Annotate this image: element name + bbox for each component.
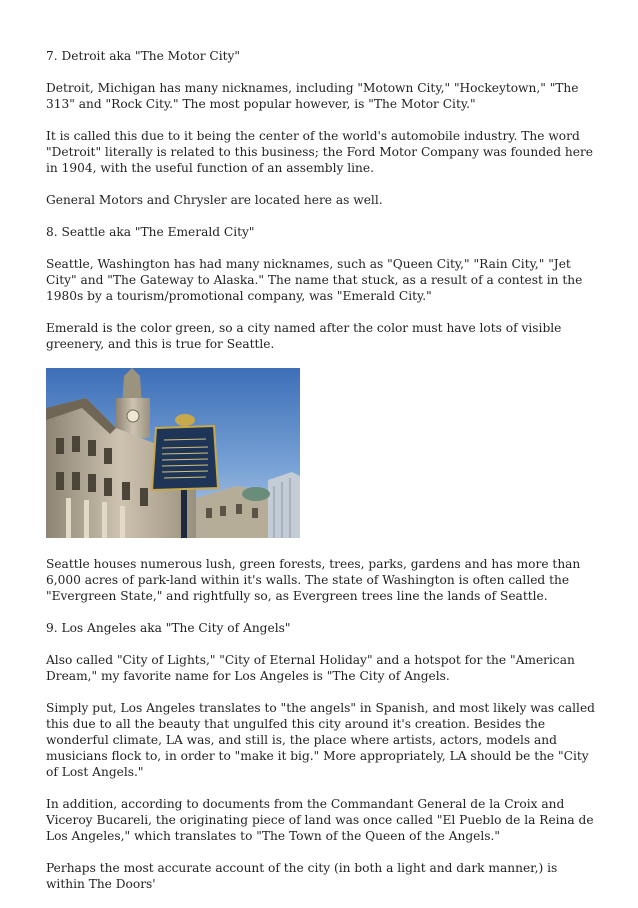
paragraph: In addition, according to documents from the Commandant General de la Croix and Viceroy Bucareli, the originating piece of land was once called "El Pueblo de la Reina de Los Angeles," which translates to "The Town of the Queen of the Angels." (46, 797, 594, 843)
paragraph: General Motors and Chrysler are located here as well. (46, 193, 383, 207)
paragraph: Seattle, Washington has had many nicknames, such as "Queen City," "Rain City," "Jet City" and "The Gateway to Alaska." The name that stuck, as a result of a contest in the 1980s by a tourism/promotional company, was "Emerald City." (46, 257, 583, 303)
paragraph: Perhaps the most accurate account of the city (in both a light and dark manner,) is within The Doors' (46, 861, 558, 891)
paragraph: Also called "City of Lights," "City of Eternal Holiday" and a hotspot for the "American Dream," my favorite name for Los Angeles is "The City of Angels. (46, 653, 575, 683)
section-heading-detroit: 7. Detroit aka "The Motor City" (46, 49, 241, 63)
section-heading-los-angeles: 9. Los Angeles aka "The City of Angels" (46, 621, 291, 635)
paragraph: It is called this due to it being the center of the world's automobile industry. The word "Detroit" literally is related to this business; the Ford Motor Company was founded here in 1904, with the useful function of an assembly line. (46, 129, 594, 175)
paragraph: Emerald is the color green, so a city named after the color must have lots of visible greenery, and this is true for Seattle. (46, 321, 562, 351)
paragraph: Detroit, Michigan has many nicknames, including "Motown City," "Hockeytown," "The 313" and "Rock City." The most popular however, is "The Motor City." (46, 81, 579, 111)
paragraph: Seattle houses numerous lush, green forests, trees, parks, gardens and has more than 6,000 acres of park-land within it's walls. The state of Washington is often called the "Evergreen State," and rightfully so, as Evergreen trees line the lands of Seattle. (46, 557, 581, 603)
city-hall-photo (46, 368, 300, 538)
paragraph: Simply put, Los Angeles translates to "the angels" in Spanish, and most likely was called this due to all the beauty that ungulfed this city around it's creation. Besides the wonderful climate, LA was, and still is, the place where artists, actors, models and musicians flock to, in order to "make it big." More appropriately, LA should be the "City of Lost Angels." (46, 701, 595, 779)
section-heading-seattle: 8. Seattle aka "The Emerald City" (46, 225, 255, 239)
article-body (46, 48, 598, 908)
